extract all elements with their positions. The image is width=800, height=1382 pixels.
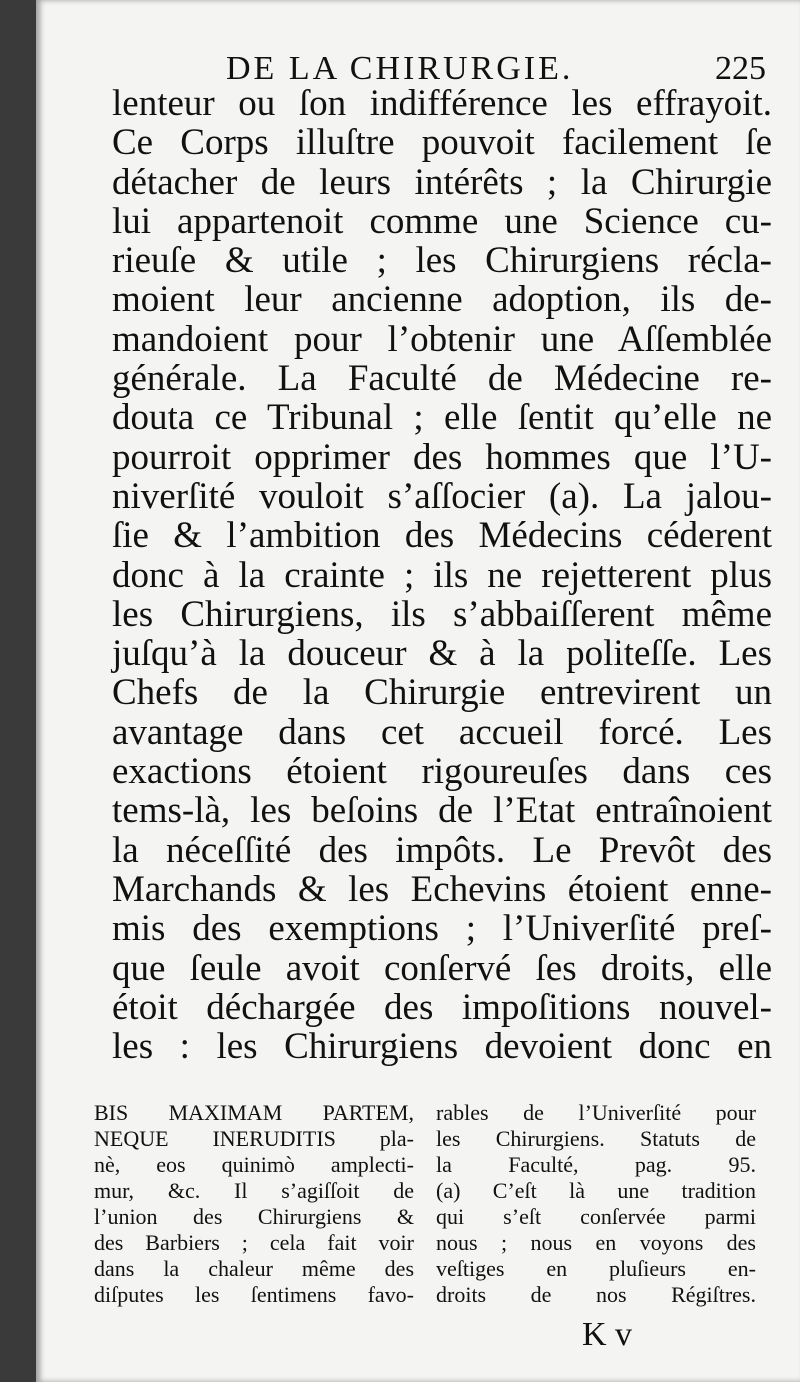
footnote-column-left: [94, 1100, 414, 1308]
footnote-line: des Barbiers ; cela fait voir: [94, 1230, 414, 1255]
text-line: juſqu’à la douceur & à la politeſſe. Les: [112, 633, 772, 675]
footnote-line: droits de nos Régiſtres.: [436, 1282, 756, 1307]
text-line: lenteur ou ſon indifférence les effrayoit.: [112, 83, 772, 124]
footnote-line: diſputes les ſentimens favo-: [94, 1282, 414, 1307]
footnote-line: NEQUE INERUDITIS pla-: [94, 1126, 414, 1151]
footnote-line: nè, eos quinimò amplecti-: [94, 1152, 414, 1177]
page-number: 225: [715, 50, 766, 87]
footnote-line: mur, &c. Il s’agiſſoit de: [94, 1178, 414, 1203]
text-line: avantage dans cet accueil forcé. Les: [112, 711, 772, 753]
text-line: douta ce Tribunal ; elle ſentit qu’elle ne: [112, 397, 772, 439]
footnote-line: nous ; nous en voyons des: [436, 1230, 756, 1255]
footnote-line: dans la chaleur même des: [94, 1256, 414, 1281]
footnote-line: (a) C’eſt là une tradition: [436, 1178, 756, 1203]
text-line: pourroit opprimer des hommes que l’U-: [112, 436, 772, 478]
signature-mark: K v: [582, 1316, 633, 1353]
footnote-column-right: [436, 1100, 756, 1308]
book-page: [36, 0, 800, 1382]
text-line: mis des exemptions ; l’Univerſité preſ-: [112, 908, 772, 950]
text-line: ſie & l’ambition des Médecins céderent: [112, 515, 772, 557]
footnote-line: la Faculté, pag. 95.: [436, 1152, 756, 1177]
text-line: Chefs de la Chirurgie entrevirent un: [112, 672, 772, 714]
footnotes: [94, 1100, 774, 1310]
text-line: niverſité vouloit s’aſſocier (a). La jalou-: [112, 475, 772, 517]
footnote-line: qui s’eſt conſervée parmi: [436, 1204, 756, 1229]
text-line: que ſeule avoit conſervé ſes droits, elle: [112, 947, 772, 989]
text-line: Ce Corps illuſtre pouvoit facilement ſe: [112, 122, 772, 164]
text-line: moient leur ancienne adoption, ils de-: [112, 279, 772, 321]
text-line: les Chirurgiens, ils s’abbaiſſerent même: [112, 593, 772, 635]
footnote-line: l’union des Chirurgiens &: [94, 1204, 414, 1229]
footnote-line: rables de l’Univerſité pour: [436, 1100, 756, 1125]
main-text: [112, 84, 772, 1066]
text-line: détacher de leurs intérêts ; la Chirurgie: [112, 161, 772, 203]
text-line: mandoient pour l’obtenir une Aſſemblée: [112, 318, 772, 360]
text-line: lui appartenoit comme une Science cu-: [112, 200, 772, 242]
text-line: les : les Chirurgiens devoient donc en: [112, 1026, 772, 1068]
footnote-line: les Chirurgiens. Statuts de: [436, 1126, 756, 1151]
text-line: exactions étoient rigoureuſes dans ces: [112, 751, 772, 793]
text-line: Marchands & les Echevins étoient enne-: [112, 868, 772, 910]
footnote-line: veſtiges en pluſieurs en-: [436, 1256, 756, 1281]
text-line: donc à la crainte ; ils ne rejetterent plus: [112, 554, 772, 596]
text-line: tems-là, les beſoins de l’Etat entraînoient: [112, 790, 772, 832]
text-line: rieuſe & utile ; les Chirurgiens récla-: [112, 240, 772, 282]
text-line: la néceſſité des impôts. Le Prevôt des: [112, 829, 772, 871]
running-head: DE LA CHIRURGIE.: [226, 50, 574, 87]
text-line: générale. La Faculté de Médecine re-: [112, 358, 772, 400]
text-line: étoit déchargée des impoſitions nouvel-: [112, 986, 772, 1028]
footnote-line: BIS MAXIMAM PARTEM,: [94, 1100, 414, 1125]
